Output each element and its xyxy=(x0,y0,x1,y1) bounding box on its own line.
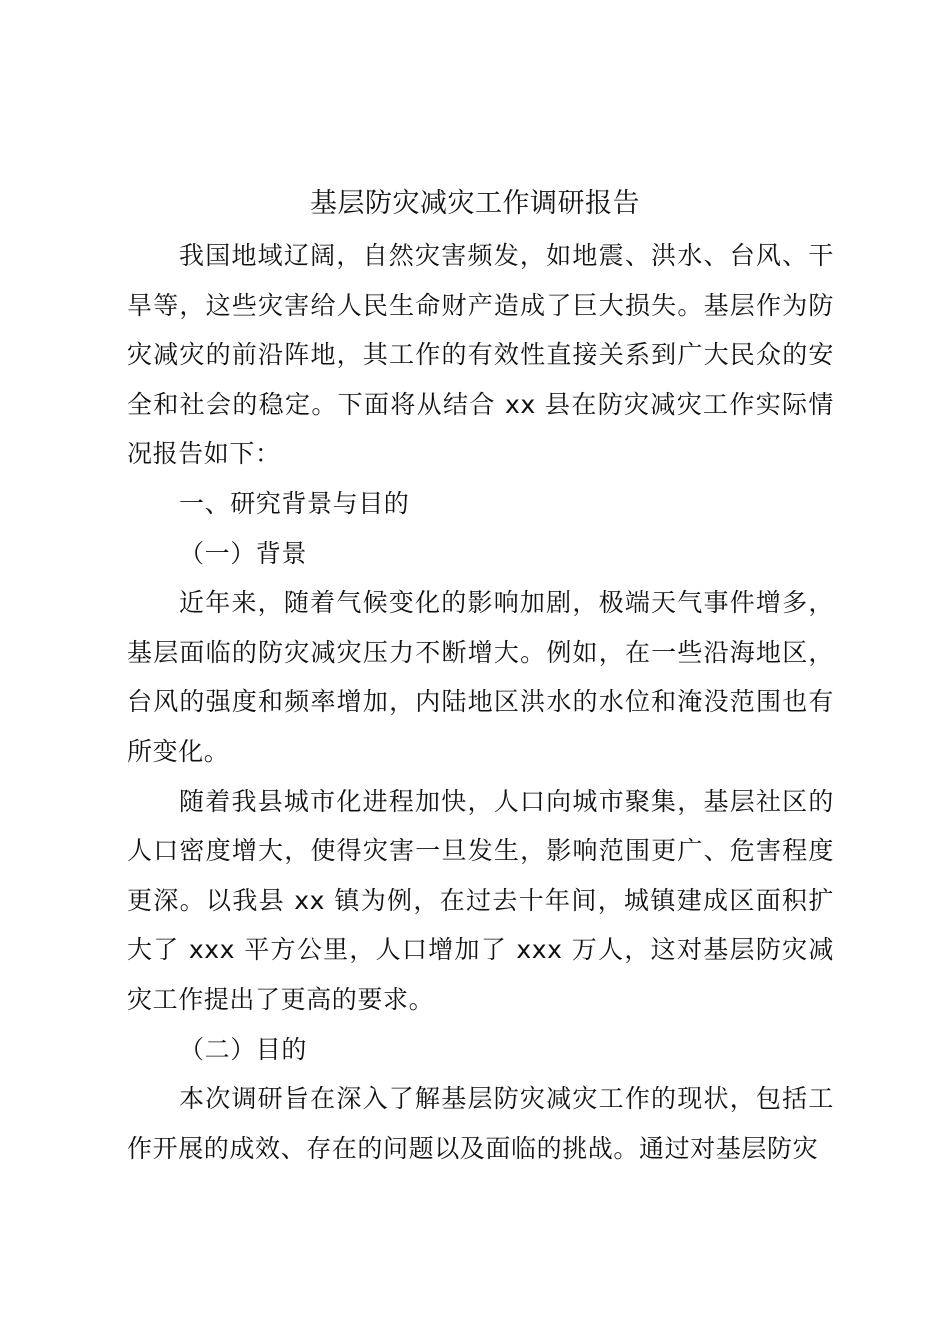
document-title: 基层防灾减灾工作调研报告 xyxy=(310,188,640,219)
background-paragraph-1: 近年来，随着气候变化的影响加剧，极端天气事件增多，基层面临的防灾减灾压力不断增大。例如，在一些沿海地区，台风的强度和频率增加，内陆地区洪水的水位和淹没范围也有所变化。 xyxy=(127,588,834,766)
intro-paragraph: 我国地域辽阔，自然灾害频发，如地震、洪水、台风、干旱等，这些灾害给人民生命财产造成了巨大损失。基层作为防灾减灾的前沿阵地，其工作的有效性直接关系到广大民众的安全和社会的稳定。下面将从结合 xx 县在防灾减灾工作实际情况报告如下： xyxy=(127,241,834,469)
background-paragraph-2: 随着我县城市化进程加快，人口向城市聚集，基层社区的人口密度增大，使得灾害一旦发生，影响范围更广、危害程度更深。以我县 xx 镇为例，在过去十年间，城镇建成区面积扩大了 xxx 平方公里，人口增加了 xxx 万人，这对基层防灾减灾工作提出了更高的要求。 xyxy=(127,786,834,1014)
purpose-paragraph: 本次调研旨在深入了解基层防灾减灾工作的现状，包括工作开展的成效、存在的问题以及面临的挑战。通过对基层防灾 xyxy=(127,1084,834,1163)
subsection-heading-background: （一）背景 xyxy=(179,538,308,568)
document-body xyxy=(127,231,834,1173)
subsection-heading-purpose: （二）目的 xyxy=(179,1034,308,1064)
section-heading-1: 一、研究背景与目的 xyxy=(179,488,410,518)
